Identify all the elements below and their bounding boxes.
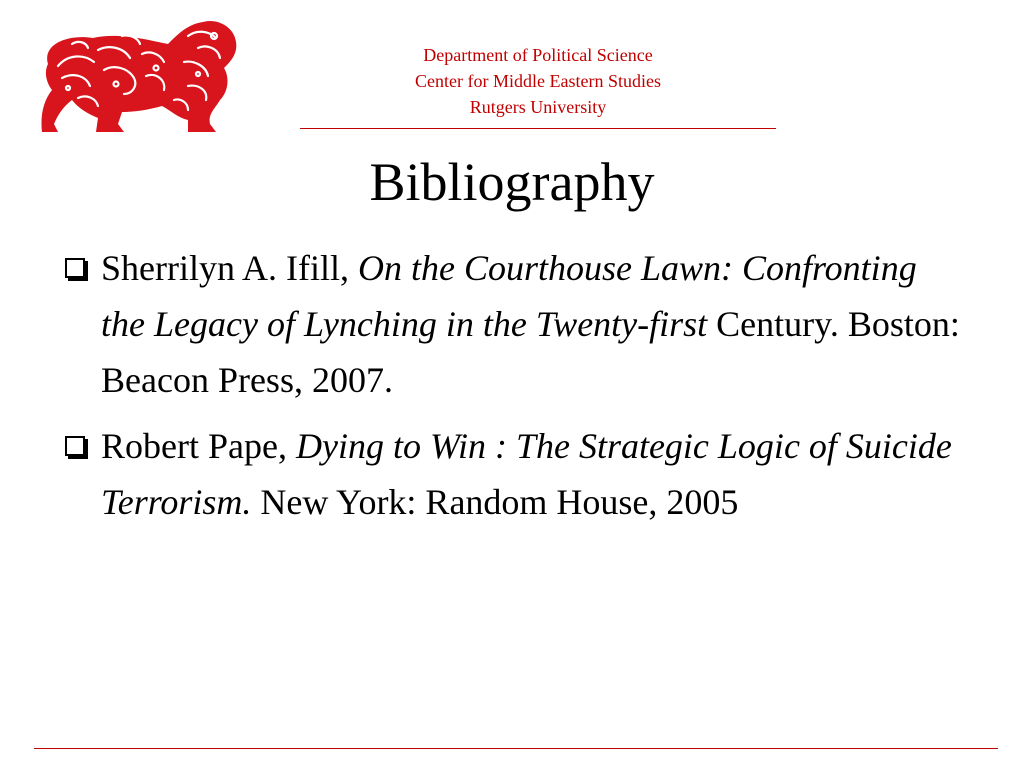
header-divider — [300, 128, 776, 129]
footer-divider — [34, 748, 998, 749]
list-item — [60, 240, 960, 408]
department-line: Department of Political Science — [423, 45, 653, 65]
bibliography-list — [60, 240, 960, 540]
entry-author: Sherrilyn A. Ifill, — [101, 248, 349, 288]
entry-author: Robert Pape, — [101, 426, 287, 466]
entry-publication: Century. Boston: Beacon Press, 2007. — [101, 304, 960, 400]
entry-publication: New York: Random House, 2005 — [260, 482, 739, 522]
hollow-square-bullet-icon — [65, 258, 85, 278]
university-line: Rutgers University — [469, 97, 607, 117]
list-item — [60, 418, 960, 530]
calligraphic-lion-icon — [38, 14, 242, 134]
calligraphic-lion-logo — [38, 14, 242, 134]
hollow-square-bullet-icon — [65, 436, 85, 456]
page-title: Bibliography — [369, 152, 655, 212]
entry-title: On the Courthouse Lawn: Confronting the Legacy of Lynching in the Twenty-first — [101, 248, 917, 344]
entry-title: Dying to Win : The Strategic Logic of Suicide Terrorism. — [101, 426, 952, 522]
center-line: Center for Middle Eastern Studies — [415, 71, 661, 91]
institution-header — [300, 42, 776, 120]
